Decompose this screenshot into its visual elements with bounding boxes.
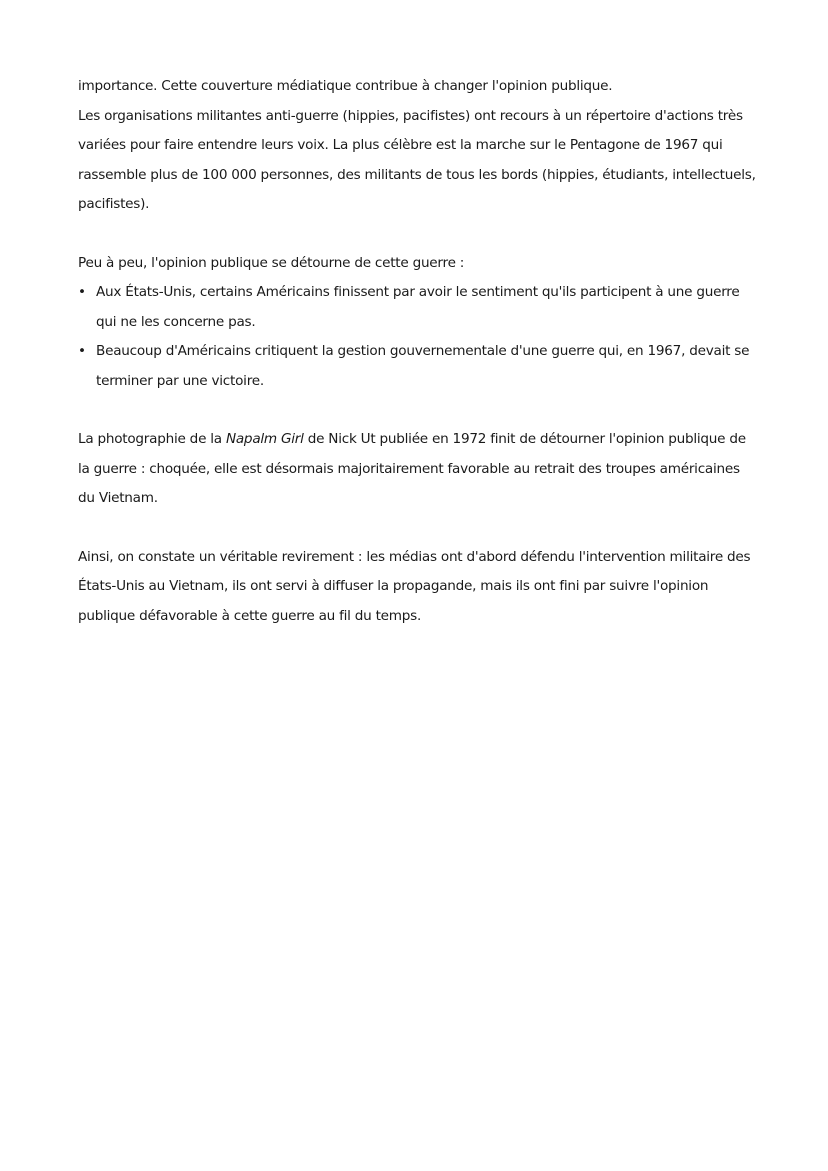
paragraph-gap	[78, 396, 758, 425]
bullet-item	[78, 278, 758, 337]
paragraph-conclusion: Ainsi, on constate un véritable revirement : les médias ont d'abord défendu l'intervention militaire des États-Unis au Vietnam, ils ont servi à diffuser la propagande, mais ils ont fini par suivre l'opinion publique défavorable à cette guerre au fil du temps.	[78, 548, 751, 624]
paragraph-gap	[78, 514, 758, 543]
napalm-text-before: La photographie de la	[78, 431, 226, 447]
napalm-text-after: de Nick Ut publiée en 1972 finit de détourner l'opinion publique de la guerre : choquée, elle est désormais majoritairement favorable au retrait des troupes américaines du Vietnam.	[78, 431, 746, 506]
paragraph-media-coverage: importance. Cette couverture médiatique contribue à changer l'opinion publique.	[78, 78, 613, 94]
paragraph-anti-war-organizations: Les organisations militantes anti-guerre (hippies, pacifistes) ont recours à un répertoire d'actions très variées pour faire entendre leurs voix. La plus célèbre est la marche sur le Pentagone de 1967 qui rassemble plus de 100 000 personnes, des militants de tous les bords (hippies, étudiants, intellectuels, pacifistes).	[78, 107, 756, 212]
bullet-item	[78, 337, 758, 396]
bullet-icon: •	[78, 343, 86, 359]
bullet-text: Aux États-Unis, certains Américains finissent par avoir le sentiment qu'ils participent à une guerre qui ne les concerne pas.	[96, 284, 740, 330]
bullet-text: Beaucoup d'Américains critiquent la gestion gouvernementale d'une guerre qui, en 1967, devait se terminer par une victoire.	[96, 343, 750, 389]
paragraph-napalm-girl	[78, 425, 758, 514]
bullet-list	[78, 278, 758, 396]
bullet-icon: •	[78, 284, 86, 300]
paragraph-public-opinion-intro: Peu à peu, l'opinion publique se détourne de cette guerre :	[78, 254, 465, 271]
paragraph-gap	[78, 220, 758, 249]
document-page	[78, 72, 758, 631]
napalm-girl-title: Napalm Girl	[225, 431, 304, 447]
